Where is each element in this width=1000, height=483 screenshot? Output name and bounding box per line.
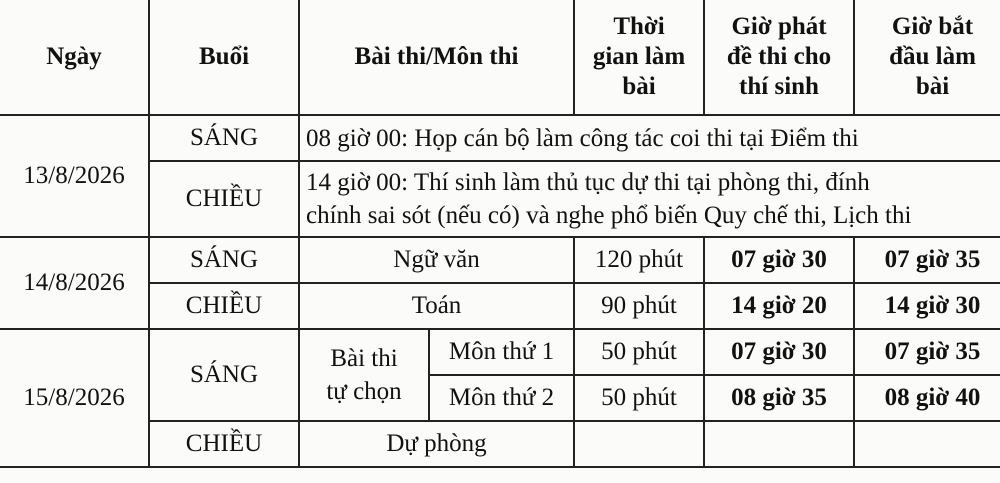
duration-cell bbox=[574, 421, 704, 467]
paper-time-cell: 14 giờ 20 bbox=[704, 283, 854, 329]
header-buoi: Buổi bbox=[149, 0, 299, 115]
header-gio-bat-dau: Giờ bắt đầu làm bài bbox=[854, 0, 1000, 115]
note-cell: 08 giờ 00: Họp cán bộ làm công tác coi thi tại Điểm thi bbox=[299, 115, 1000, 161]
session-cell: CHIỀU bbox=[149, 161, 299, 237]
paper-time-cell: 07 giờ 30 bbox=[704, 237, 854, 283]
start-time-cell: 07 giờ 35 bbox=[854, 237, 1000, 283]
note-cell: 14 giờ 00: Thí sinh làm thủ tục dự thi tại phòng thi, đính chính sai sót (nếu có) và nghe phổ biến Quy chế thi, Lịch thi bbox=[299, 161, 1000, 237]
subject-cell: Toán bbox=[299, 283, 574, 329]
header-bai-thi: Bài thi/Môn thi bbox=[299, 0, 574, 115]
table-row bbox=[0, 115, 1000, 161]
date-cell: 15/8/2026 bbox=[0, 329, 149, 467]
subject-cell: Môn thứ 1 bbox=[429, 329, 574, 375]
table-row bbox=[0, 237, 1000, 283]
header-row bbox=[0, 0, 1000, 115]
session-cell: SÁNG bbox=[149, 115, 299, 161]
start-time-cell: 07 giờ 35 bbox=[854, 329, 1000, 375]
subject-cell: Dự phòng bbox=[299, 421, 574, 467]
duration-cell: 50 phút bbox=[574, 375, 704, 421]
paper-time-cell bbox=[704, 421, 854, 467]
session-cell: SÁNG bbox=[149, 237, 299, 283]
paper-time-cell: 08 giờ 35 bbox=[704, 375, 854, 421]
table-row bbox=[0, 161, 1000, 237]
start-time-cell: 14 giờ 30 bbox=[854, 283, 1000, 329]
session-cell: CHIỀU bbox=[149, 421, 299, 467]
header-gio-phat-de: Giờ phát đề thi cho thí sinh bbox=[704, 0, 854, 115]
table-row bbox=[0, 421, 1000, 467]
start-time-cell: 08 giờ 40 bbox=[854, 375, 1000, 421]
subject-cell: Môn thứ 2 bbox=[429, 375, 574, 421]
header-ngay: Ngày bbox=[0, 0, 149, 115]
duration-cell: 120 phút bbox=[574, 237, 704, 283]
table-row bbox=[0, 283, 1000, 329]
date-cell: 14/8/2026 bbox=[0, 237, 149, 329]
subject-group-cell: Bài thi tự chọn bbox=[299, 329, 429, 421]
duration-cell: 50 phút bbox=[574, 329, 704, 375]
subject-cell: Ngữ văn bbox=[299, 237, 574, 283]
session-cell: SÁNG bbox=[149, 329, 299, 421]
start-time-cell bbox=[854, 421, 1000, 467]
date-cell: 13/8/2026 bbox=[0, 115, 149, 237]
session-cell: CHIỀU bbox=[149, 283, 299, 329]
table-row bbox=[0, 329, 1000, 375]
duration-cell: 90 phút bbox=[574, 283, 704, 329]
header-thoi-gian: Thời gian làm bài bbox=[574, 0, 704, 115]
paper-time-cell: 07 giờ 30 bbox=[704, 329, 854, 375]
